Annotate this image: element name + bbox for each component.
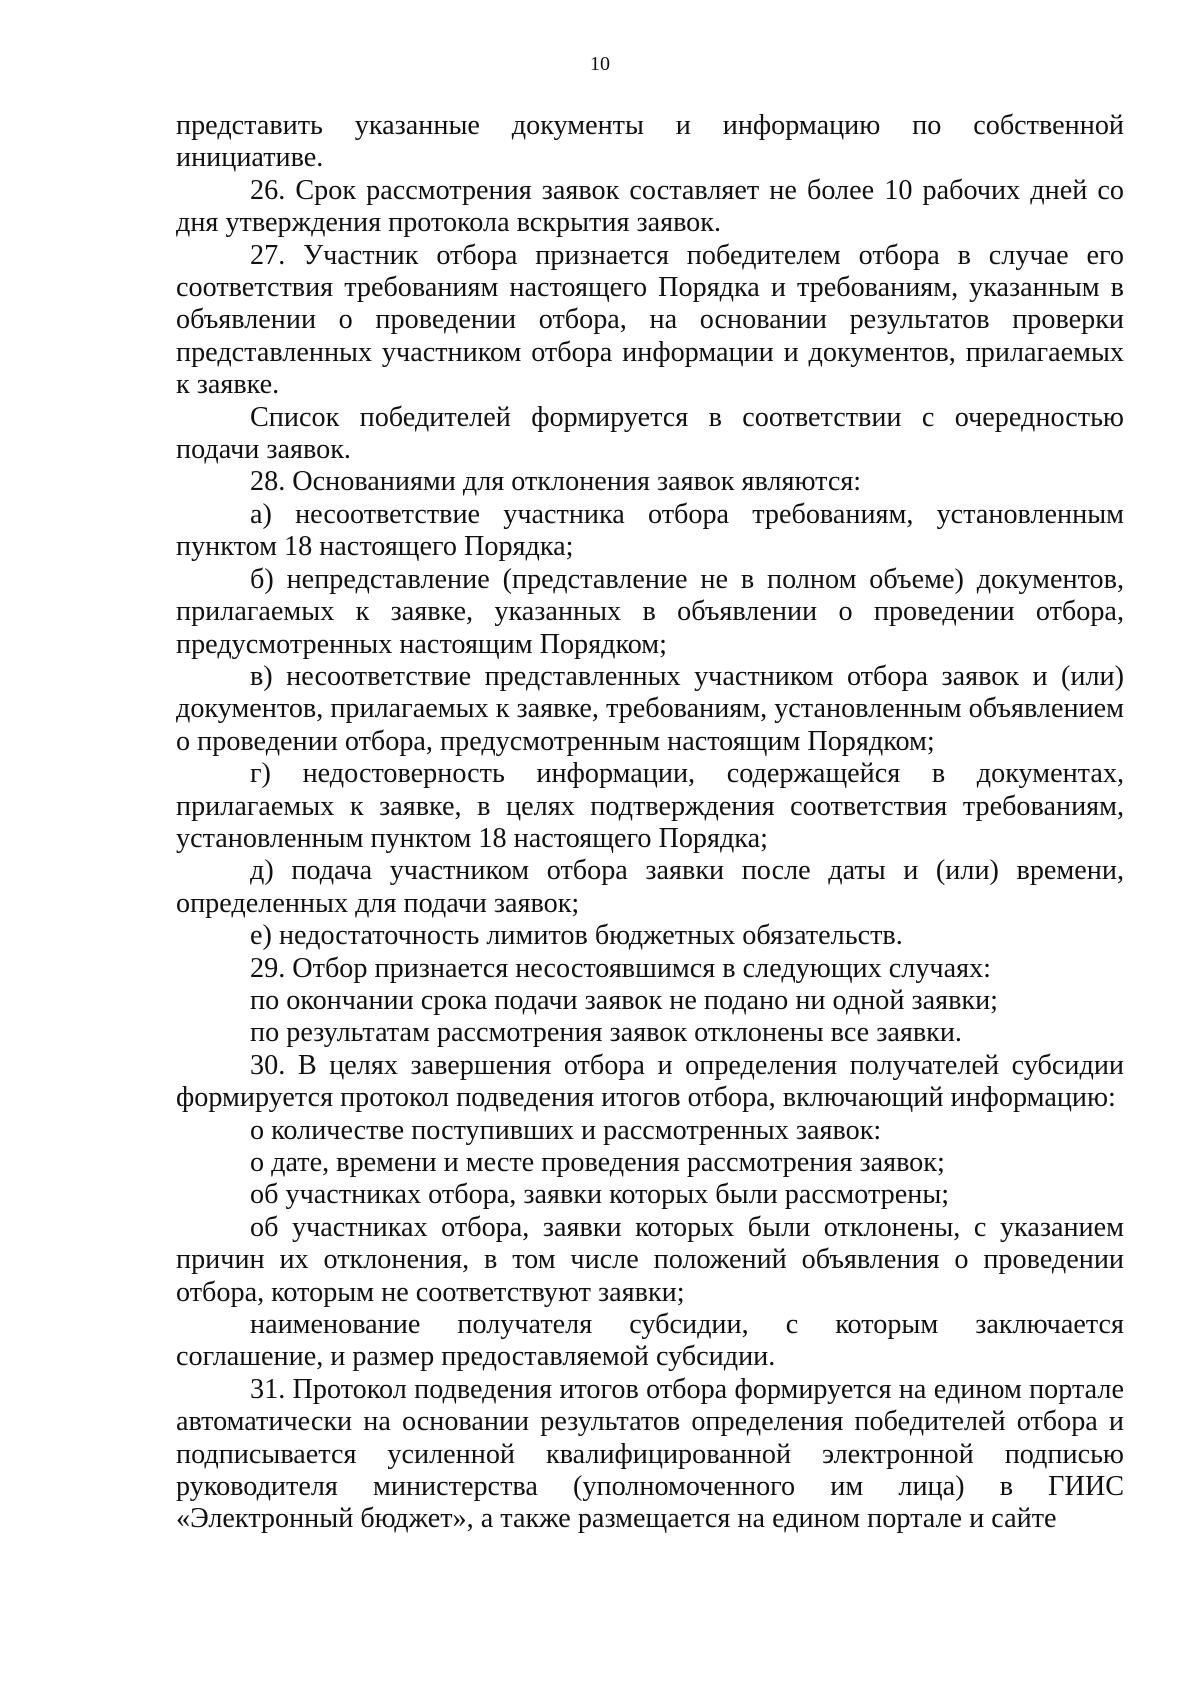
document-body bbox=[176, 110, 1124, 1536]
paragraph: об участниках отбора, заявки которых были отклонены, с указанием причин их отклонения, в том числе положений объявления о проведении отбора, которым не соответствуют заявки; bbox=[176, 1211, 1124, 1308]
paragraph: наименование получателя субсидии, с которым заключается соглашение, и размер предоставляемой субсидии. bbox=[176, 1309, 1124, 1373]
paragraph: о дате, времени и месте проведения рассмотрения заявок; bbox=[250, 1147, 945, 1178]
paragraph: о количестве поступивших и рассмотренных заявок: bbox=[250, 1114, 882, 1146]
paragraph: д) подача участником отбора заявки после даты и (или) времени, определенных для подачи заявок; bbox=[176, 855, 1124, 919]
paragraph: 26. Срок рассмотрения заявок составляет не более 10 рабочих дней со дня утверждения протокола вскрытия заявок. bbox=[176, 174, 1124, 239]
paragraph: 27. Участник отбора признается победителем отбора в случае его соответствия требованиям настоящего Порядка и требованиям, указанным в объявлении о проведении отбора, на основании результатов проверки представленных участником отбора информации и документов, прилагаемых к заявке. bbox=[176, 239, 1124, 401]
paragraph: представить указанные документы и информацию по собственной инициативе. bbox=[176, 110, 1124, 174]
paragraph: по результатам рассмотрения заявок отклонены все заявки. bbox=[250, 1017, 962, 1049]
paragraph: 28. Основаниями для отклонения заявок являются: bbox=[250, 466, 862, 498]
page-number: 10 bbox=[590, 53, 610, 75]
paragraph: Список победителей формируется в соответствии с очередностью подачи заявок. bbox=[176, 401, 1124, 466]
paragraph: об участниках отбора, заявки которых были рассмотрены; bbox=[250, 1179, 950, 1211]
paragraph: 29. Отбор признается несостоявшимся в следующих случаях: bbox=[250, 952, 992, 984]
paragraph: г) недостоверность информации, содержащейся в документах, прилагаемых к заявке, в целях подтверждения соответствия требованиям, установленным пунктом 18 настоящего Порядка; bbox=[176, 758, 1124, 854]
paragraph: по окончании срока подачи заявок не подано ни одной заявки; bbox=[250, 984, 998, 1016]
paragraph: в) несоответствие представленных участником отбора заявок и (или) документов, прилагаемых к заявке, требованиям, установленным объявлением о проведении отбора, предусмотренным настоящим Порядком; bbox=[176, 660, 1124, 757]
paragraph: б) непредставление (представление не в полном объеме) документов, прилагаемых к заявке, указанных в объявлении о проведении отбора, предусмотренных настоящим Порядком; bbox=[176, 563, 1124, 660]
paragraph: а) несоответствие участника отбора требованиям, установленным пунктом 18 настоящего Порядка; bbox=[176, 498, 1124, 563]
paragraph: е) недостаточность лимитов бюджетных обязательств. bbox=[250, 920, 903, 952]
paragraph: 30. В целях завершения отбора и определения получателей субсидии формируется протокол подведения итогов отбора, включающий информацию: bbox=[176, 1049, 1124, 1114]
paragraph: 31. Протокол подведения итогов отбора формируется на едином портале автоматически на основании результатов определения победителей отбора и подписывается усиленной квалифицированной электронной подписью руководителя министерства (уполномоченного им лица) в ГИИС «Электронный бюджет», а также размещается на едином портале и сайте bbox=[176, 1373, 1124, 1535]
